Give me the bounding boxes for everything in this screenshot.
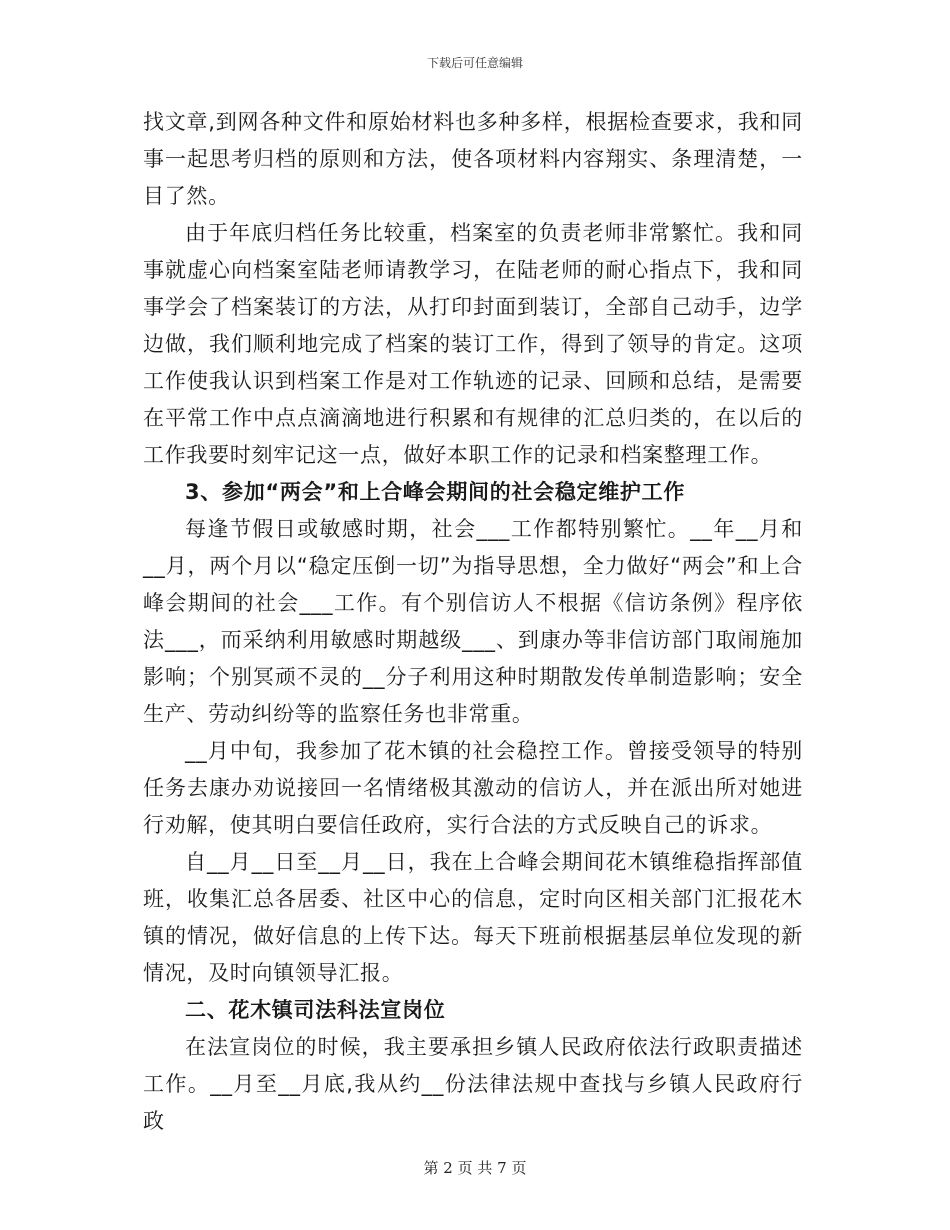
paragraph-1: 找文章,到网各种文件和原始材料也多种多样，根据检查要求，我和同事一起思考归档的原则和方法，使各项材料内容翔实、条理清楚，一目了然。 — [143, 110, 803, 208]
section-heading-2: 二、花木镇司法科法宣岗位 — [185, 998, 446, 1022]
paragraph-4: __月中旬，我参加了花木镇的社会稳控工作。曾接受领导的特别任务去康办劝说接回一名情绪极其激动的信访人，并在派出所对她进行劝解，使其明白要信任政府，实行合法的方式反映自己的诉求。 — [143, 739, 803, 837]
section-heading-3: 3、参加“两会”和上合峰会期间的社会稳定维护工作 — [185, 480, 686, 504]
page-header: 下载后可任意编辑 — [426, 56, 523, 70]
paragraph-2: 由于年底归档任务比较重，档案室的负责老师非常繁忙。我和同事就虚心向档案室陆老师请教学习，在陆老师的耐心指点下，我和同事学会了档案装订的方法，从打印封面到装订，全部自己动手，边学边做，我们顺利地完成了档案的装订工作，得到了领导的肯定。这项工作使我认识到档案工作是对工作轨迹的记录、回顾和总结，是需要在平常工作中点点滴滴地进行积累和有规律的汇总归类的，在以后的工作我要时刻牢记这一点，做好本职工作的记录和档案整理工作。 — [143, 221, 803, 467]
page-footer: 第 2 页 共 7 页 — [423, 1159, 527, 1177]
paragraph-6: 在法宣岗位的时候，我主要承担乡镇人民政府依法行政职责描述工作。__月至__月底,我从约__份法律法规中查找与乡镇人民政府行政 — [143, 1035, 803, 1133]
document-body — [143, 104, 803, 1140]
paragraph-3: 每逢节假日或敏感时期，社会___工作都特别繁忙。__年__月和__月，两个月以“稳定压倒一切”为指导思想，全力做好“两会”和上合峰会期间的社会___工作。有个别信访人不根据《信访条例》程序依法___，而采纳利用敏感时期越级___、到康办等非信访部门取闹施加影响；个别冥顽不灵的__分子利用这种时期散发传单制造影响；安全生产、劳动纠纷等的监察任务也非常重。 — [143, 517, 803, 726]
paragraph-5: 自__月__日至__月__日，我在上合峰会期间花木镇维稳指挥部值班，收集汇总各居委、社区中心的信息，定时向区相关部门汇报花木镇的情况，做好信息的上传下达。每天下班前根据基层单位发现的新情况，及时向镇领导汇报。 — [143, 850, 803, 985]
